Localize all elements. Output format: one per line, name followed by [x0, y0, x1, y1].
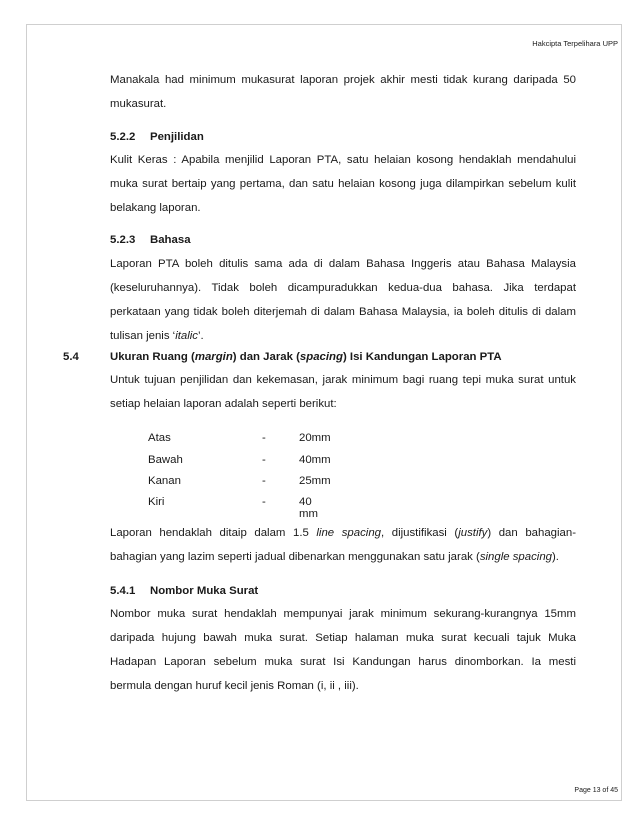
section-number: 5.2.2 [110, 131, 136, 143]
heading-5-4-1 [110, 585, 258, 597]
s54-para2-line-1: Laporan hendaklah ditaip dalam 1.5 line spacing, dijustifikasi (justify) dan bahagian- [110, 527, 576, 539]
section-number: 5.2.3 [110, 234, 136, 246]
intro-line-2: mukasurat. [110, 98, 167, 110]
s522-line-3: belakang laporan. [110, 202, 201, 214]
heading-5-2-2 [110, 131, 204, 143]
heading-5-4: Ukuran Ruang (margin) dan Jarak (spacing) Isi Kandungan Laporan PTA [110, 351, 502, 363]
s541-line-2: daripada hujung bawah muka surat. Setiap halaman muka surat kecuali tajuk Muka [110, 632, 576, 644]
s54-line-1: Untuk tujuan penjilidan dan kekemasan, jarak minimum bagi ruang tepi muka surat untuk [110, 374, 576, 386]
section-title: Penjilidan [150, 131, 204, 143]
s522-line-2: muka surat bertaip yang pertama, dan satu helaian kosong juga dilampirkan sebelum kulit [110, 178, 576, 190]
section-number: 5.4.1 [110, 585, 136, 597]
page-header: Hakcipta Terpelihara UPP [532, 39, 618, 48]
intro-line-1: Manakala had minimum mukasurat laporan projek akhir mesti tidak kurang daripada 50 [110, 74, 576, 86]
s54-line-2: setiap helaian laporan adalah seperti berikut: [110, 398, 337, 410]
s54-para2-line-2: bahagian yang lazim seperti jadual dibenarkan menggunakan satu jarak (single spacing). [110, 551, 559, 563]
section-title: Nombor Muka Surat [150, 585, 259, 597]
s541-line-1: Nombor muka surat hendaklah mempunyai jarak minimum sekurang-kurangnya 15mm [110, 608, 576, 620]
s522-line-1: Kulit Keras : Apabila menjilid Laporan PTA, satu helaian kosong hendaklah mendahului [110, 154, 576, 166]
page-number: Page 13 of 45 [574, 787, 618, 794]
s541-line-4: bermula dengan huruf kecil jenis Roman (i, ii , iii). [110, 680, 359, 692]
section-title: Bahasa [150, 234, 191, 246]
s523-line-2: (keseluruhannya). Tidak boleh dicampuradukkan kedua-dua bahasa. Jika terdapat [110, 282, 576, 294]
heading-5-2-3 [110, 234, 191, 246]
s523-line-3: perkataan yang tidak boleh diterjemah di dalam Bahasa Malaysia, ia boleh ditulis di dalam [110, 306, 576, 318]
s523-line-1: Laporan PTA boleh ditulis sama ada di dalam Bahasa Inggeris atau Bahasa Malaysia [110, 258, 576, 270]
s541-line-3: Hadapan Laporan sebelum muka surat Isi Kandungan harus dinomborkan. Ia mesti [110, 656, 576, 668]
section-number-5-4: 5.4 [63, 351, 79, 363]
s523-line-4: tulisan jenis ‘italic’. [110, 330, 204, 342]
